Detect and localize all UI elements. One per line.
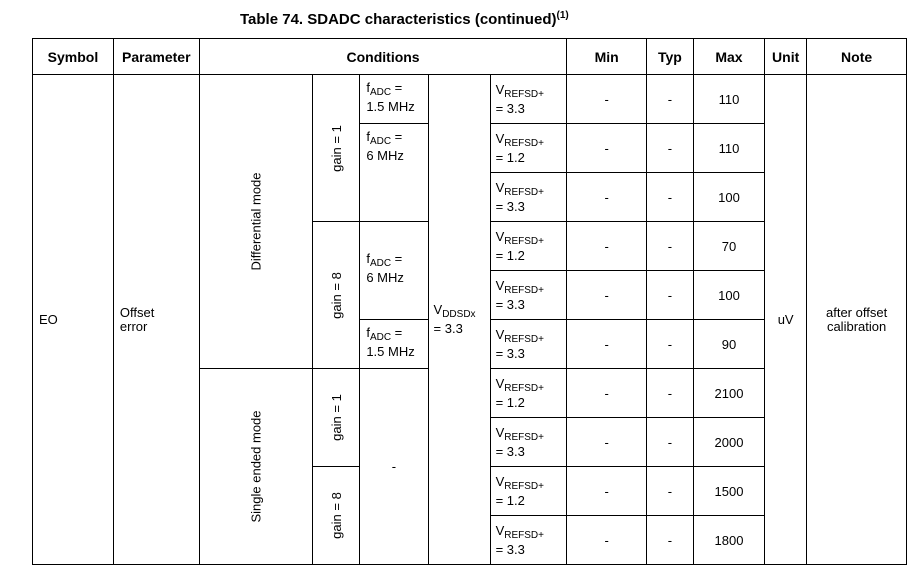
differential-mode-label: Differential mode bbox=[248, 172, 264, 271]
fadc-value: 1.5 MHz bbox=[366, 99, 415, 114]
vref-prefix: V bbox=[495, 473, 505, 489]
vref-value: = 1.2 bbox=[495, 149, 525, 165]
vref-cell bbox=[490, 320, 567, 369]
typ-cell: - bbox=[646, 418, 693, 467]
vref-sub: REFSD+ bbox=[504, 431, 544, 443]
header-symbol: Symbol bbox=[33, 39, 114, 75]
vref-value: = 3.3 bbox=[495, 100, 525, 116]
typ-cell: - bbox=[646, 75, 693, 124]
min-cell: - bbox=[567, 418, 646, 467]
sdadc-table bbox=[32, 38, 907, 565]
max-cell: 90 bbox=[693, 320, 764, 369]
header-row bbox=[33, 39, 907, 75]
min-cell: - bbox=[567, 173, 646, 222]
differential-mode-cell bbox=[199, 75, 312, 369]
note-cell: after offset calibration bbox=[807, 75, 907, 565]
header-max: Max bbox=[693, 39, 764, 75]
max-cell: 1500 bbox=[693, 467, 764, 516]
vref-value: = 3.3 bbox=[495, 296, 525, 312]
fadc-sub: ADC bbox=[369, 258, 392, 269]
table-title-text: Table 74. SDADC characteristics (continued) bbox=[240, 11, 557, 28]
typ-cell: - bbox=[646, 516, 693, 565]
max-cell: 2100 bbox=[693, 369, 764, 418]
min-cell: - bbox=[567, 516, 646, 565]
fadc-6mhz-cell bbox=[360, 222, 428, 320]
min-cell: - bbox=[567, 271, 646, 320]
max-cell: 2000 bbox=[693, 418, 764, 467]
fadc-prefix: f bbox=[366, 129, 370, 144]
typ-cell: - bbox=[646, 124, 693, 173]
vref-sub: REFSD+ bbox=[504, 186, 544, 198]
vref-cell bbox=[490, 369, 567, 418]
min-cell: - bbox=[567, 467, 646, 516]
max-cell: 1800 bbox=[693, 516, 764, 565]
vddsd-sub: DDSDx bbox=[442, 309, 476, 320]
fadc-1-5mhz-cell bbox=[360, 75, 428, 124]
min-cell: - bbox=[567, 222, 646, 271]
diff-gain8-label: gain = 8 bbox=[328, 271, 344, 319]
vref-sub: REFSD+ bbox=[504, 284, 544, 296]
unit-cell: uV bbox=[765, 75, 807, 565]
vref-cell bbox=[490, 516, 567, 565]
vref-sub: REFSD+ bbox=[504, 480, 544, 492]
fadc-6mhz-cell bbox=[360, 124, 428, 222]
typ-cell: - bbox=[646, 173, 693, 222]
vref-cell bbox=[490, 173, 567, 222]
vref-prefix: V bbox=[495, 522, 505, 538]
vref-cell bbox=[490, 418, 567, 467]
vddsd-value: = 3.3 bbox=[433, 321, 463, 336]
vref-value: = 3.3 bbox=[495, 345, 525, 361]
fadc-value: 6 MHz bbox=[366, 148, 404, 163]
typ-cell: - bbox=[646, 271, 693, 320]
vref-cell bbox=[490, 124, 567, 173]
fadc-prefix: f bbox=[366, 325, 370, 340]
vref-sub: REFSD+ bbox=[504, 382, 544, 394]
single-gain1-cell bbox=[312, 369, 360, 467]
vref-prefix: V bbox=[495, 81, 505, 97]
header-typ: Typ bbox=[646, 39, 693, 75]
vref-value: = 1.2 bbox=[495, 492, 525, 508]
max-cell: 110 bbox=[693, 124, 764, 173]
fadc-value: 1.5 MHz bbox=[366, 344, 415, 359]
vref-value: = 1.2 bbox=[495, 247, 525, 263]
max-cell: 100 bbox=[693, 271, 764, 320]
vref-sub: REFSD+ bbox=[504, 235, 544, 247]
vref-cell bbox=[490, 222, 567, 271]
vref-prefix: V bbox=[495, 375, 505, 391]
title-footnote: (1) bbox=[556, 10, 569, 21]
vref-prefix: V bbox=[495, 179, 505, 195]
diff-gain1-label: gain = 1 bbox=[328, 124, 344, 172]
vref-sub: REFSD+ bbox=[504, 333, 544, 345]
typ-cell: - bbox=[646, 369, 693, 418]
typ-cell: - bbox=[646, 222, 693, 271]
parameter-cell: Offset error bbox=[113, 75, 199, 565]
fadc-value: 6 MHz bbox=[366, 270, 404, 285]
vref-sub: REFSD+ bbox=[504, 88, 544, 100]
fadc-sub: ADC bbox=[369, 136, 392, 147]
fadc-suffix: = bbox=[391, 129, 403, 144]
fadc-prefix: f bbox=[366, 251, 370, 266]
vref-prefix: V bbox=[495, 277, 505, 293]
diff-gain8-cell bbox=[312, 222, 360, 369]
vref-sub: REFSD+ bbox=[504, 529, 544, 541]
min-cell: - bbox=[567, 75, 646, 124]
header-conditions: Conditions bbox=[199, 39, 567, 75]
single-gain1-label: gain = 1 bbox=[328, 394, 344, 441]
vref-value: = 3.3 bbox=[495, 198, 525, 214]
min-cell: - bbox=[567, 320, 646, 369]
fadc-sub: ADC bbox=[369, 87, 392, 98]
max-cell: 110 bbox=[693, 75, 764, 124]
fadc-suffix: = bbox=[391, 251, 403, 266]
fadc-sub: ADC bbox=[369, 332, 392, 343]
fadc-suffix: = bbox=[391, 80, 403, 95]
symbol-cell: EO bbox=[33, 75, 114, 565]
fadc-suffix: = bbox=[391, 325, 403, 340]
header-note: Note bbox=[807, 39, 907, 75]
fadc-1-5mhz-cell bbox=[360, 320, 428, 369]
typ-cell: - bbox=[646, 320, 693, 369]
diff-gain1-cell bbox=[312, 75, 360, 222]
vref-value: = 3.3 bbox=[495, 541, 525, 557]
header-unit: Unit bbox=[765, 39, 807, 75]
vref-sub: REFSD+ bbox=[504, 137, 544, 149]
vddsd-cell bbox=[428, 75, 490, 565]
vref-prefix: V bbox=[495, 326, 505, 342]
single-gain8-cell bbox=[312, 467, 360, 565]
single-ended-mode-label: Single ended mode bbox=[248, 410, 264, 523]
vref-value: = 1.2 bbox=[495, 394, 525, 410]
vref-prefix: V bbox=[495, 424, 505, 440]
vref-cell bbox=[490, 75, 567, 124]
vref-prefix: V bbox=[495, 130, 505, 146]
vref-prefix: V bbox=[495, 228, 505, 244]
header-min: Min bbox=[567, 39, 646, 75]
vref-value: = 3.3 bbox=[495, 443, 525, 459]
header-parameter: Parameter bbox=[113, 39, 199, 75]
table-row bbox=[33, 75, 907, 124]
single-ended-mode-cell bbox=[199, 369, 312, 565]
vref-cell bbox=[490, 271, 567, 320]
min-cell: - bbox=[567, 369, 646, 418]
min-cell: - bbox=[567, 124, 646, 173]
max-cell: 100 bbox=[693, 173, 764, 222]
max-cell: 70 bbox=[693, 222, 764, 271]
single-gain8-label: gain = 8 bbox=[328, 492, 344, 539]
typ-cell: - bbox=[646, 467, 693, 516]
vref-cell bbox=[490, 467, 567, 516]
fadc-prefix: f bbox=[366, 80, 370, 95]
vddsd-prefix: V bbox=[433, 302, 443, 317]
single-fadc-cell: - bbox=[360, 369, 428, 565]
